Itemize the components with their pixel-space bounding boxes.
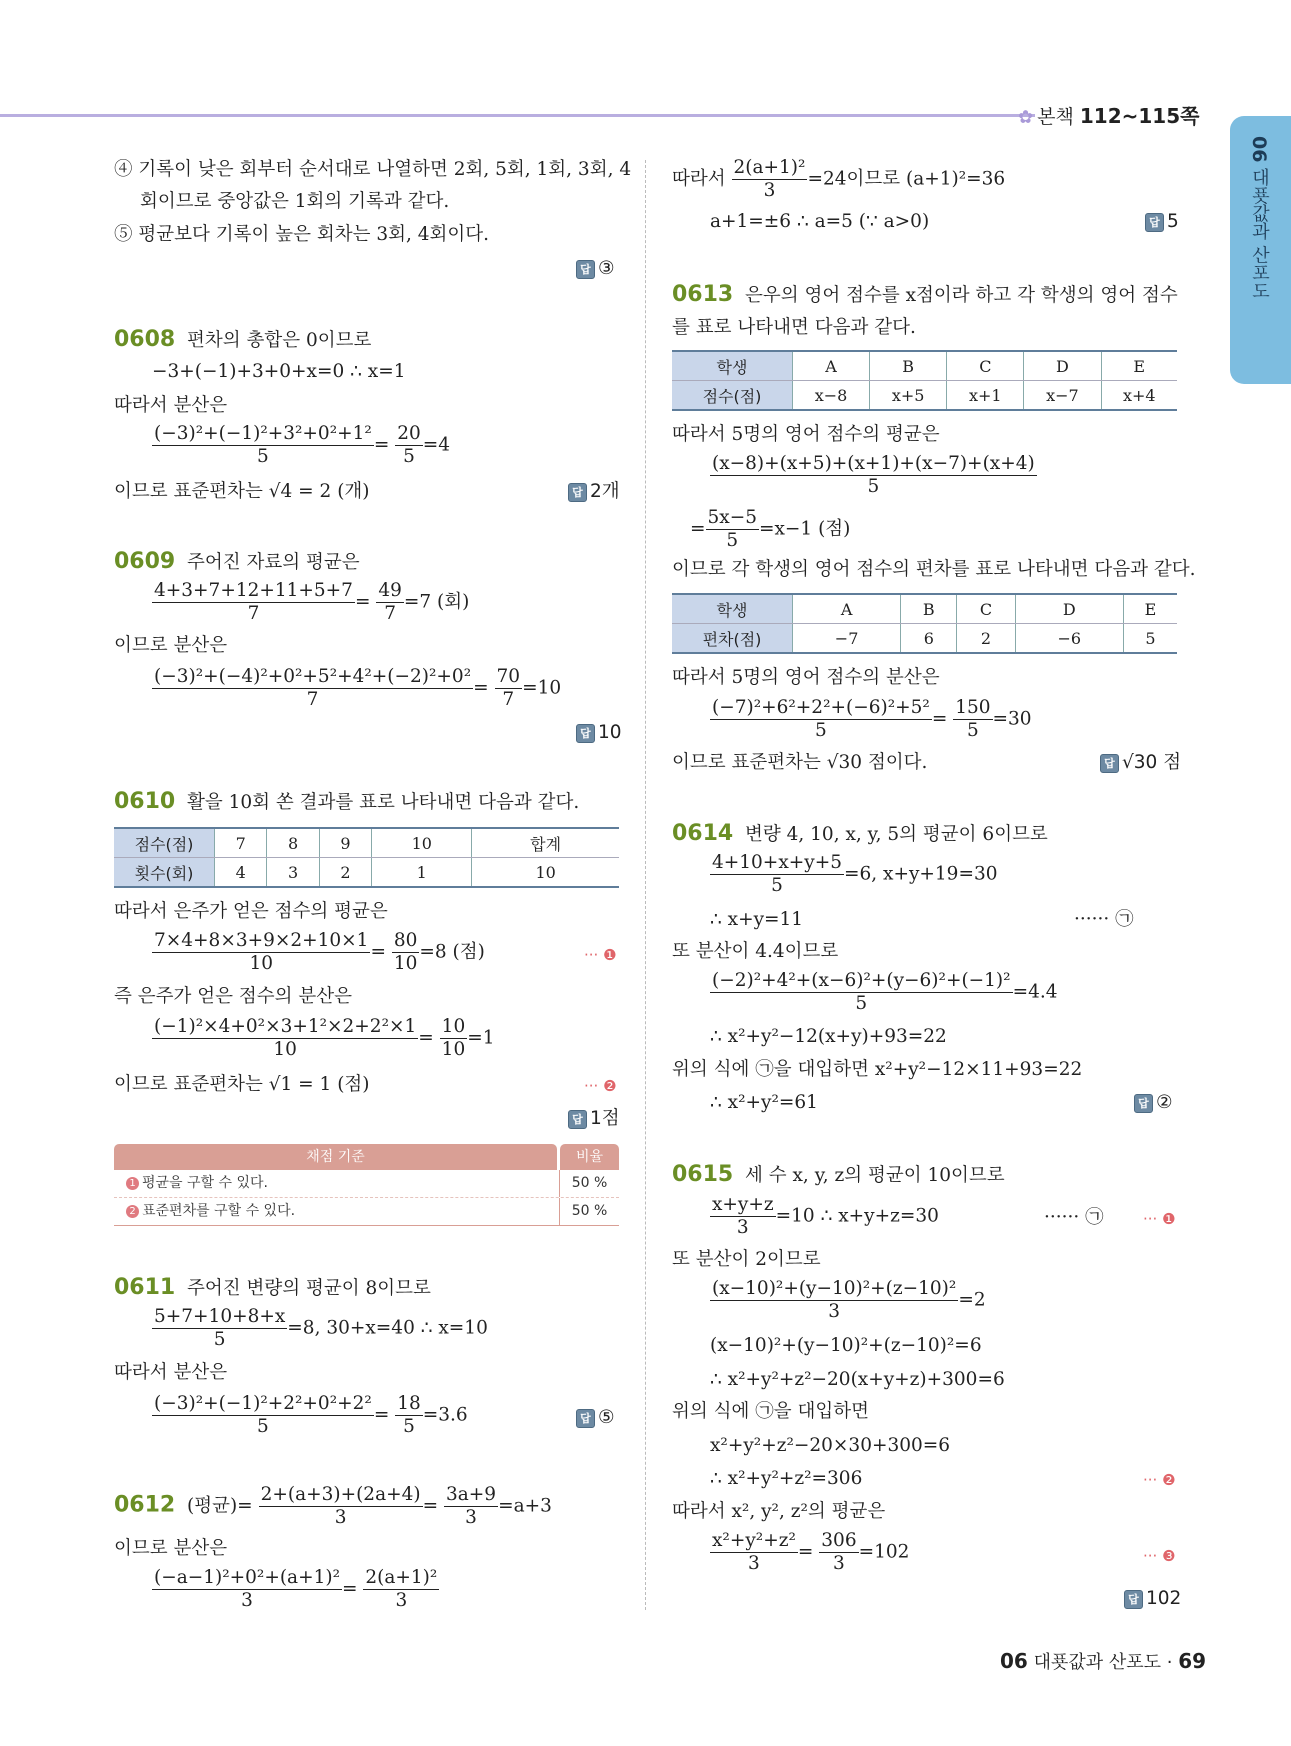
fraction: $\frac{80}{10}$ — [393, 930, 418, 974]
fraction: $\frac{\text{(−1)²×4+0²×3+1²×2+2²×1}}{10}$ — [154, 1016, 417, 1060]
table-cell: 3 — [267, 858, 319, 888]
q0607-line4: ④ 기록이 낮은 회부터 순서대로 나열하면 2회, 5회, 1회, 3회, 4 — [114, 159, 632, 180]
q0608-answer — [568, 480, 620, 504]
step-marker-1: ··· ❶ — [584, 946, 617, 964]
table-cell: 10 — [472, 858, 619, 888]
q0614-mean-eq: $\frac{4+10+x+y+5}{5}$ =6, x+y+19=30 — [712, 852, 998, 896]
criteria-row — [114, 1170, 619, 1198]
q0612-cont: 따라서 $\frac{\text{2(a+1)²}}{3}$ =24이므로 (a+1)²=36 — [672, 157, 1006, 201]
table-cell: 10 — [372, 828, 472, 858]
table-row — [672, 594, 1177, 624]
q0612-heading: 0612 (평균)= $\frac{2+(a+3)+(2a+4)}{3}$ = $\frac{3a+9}{3}$ =a+3 — [114, 1484, 552, 1528]
table-cell: x+5 — [870, 381, 947, 411]
q0615-var-intro: 또 분산이 2이므로 — [672, 1249, 821, 1270]
q0614-eq2: ∴ x²+y²−12(x+y)+93=22 — [710, 1026, 947, 1047]
table-cell: 7 — [215, 828, 267, 858]
table-cell: 합계 — [472, 828, 619, 858]
q0613-var-eq: $\frac{\text{(−7)²+6²+2²+(−6)²+5²}}{5}$ = $\frac{150}{5}$ =30 — [712, 697, 1032, 741]
q0612-var-intro: 이므로 분산은 — [114, 1538, 228, 1559]
q0608-var-eq: $\frac{\text{(−3)²+(−1)²+3²+0²+1²}}{5}$ = $\frac{20}{5}$ =4 — [154, 423, 451, 467]
q0612-var-eq: $\frac{\text{(−a−1)²+0²+(a+1)²}}{3}$ = $\frac{\text{2(a+1)²}}{3}$ — [154, 1567, 438, 1611]
answer-text: ② — [1156, 1092, 1173, 1113]
q0611-mean-eq: $\frac{5+7+10+8+x}{5}$ =8, 30+x=40 ∴ x=10 — [154, 1306, 488, 1350]
criteria-ratio: 50 % — [571, 1175, 608, 1191]
q0613-var-intro: 따라서 5명의 영어 점수의 분산은 — [672, 667, 940, 688]
q0615-mean2-intro: 따라서 x², y², z²의 평균은 — [672, 1501, 886, 1522]
fraction: $\frac{10}{10}$ — [441, 1016, 466, 1060]
step-marker-1: ··· ❶ — [1143, 1210, 1176, 1228]
q0608-eq1: −3+(−1)+3+0+x=0 ∴ x=1 — [152, 361, 406, 382]
table-cell: 5 — [1123, 624, 1177, 654]
question-intro: 변량 4, 10, x, y, 5의 평균이 6이므로 — [745, 824, 1048, 845]
table-cell: A — [793, 594, 901, 624]
answer-text: 102 — [1146, 1588, 1182, 1609]
q0613-score-table — [672, 350, 1177, 411]
question-number: 0611 — [114, 1275, 176, 1300]
q0615-mean-eq: $\frac{x+y+z}{3}$ =10 ∴ x+y+z=30 — [712, 1194, 939, 1238]
side-tab-num: 06 — [1248, 136, 1270, 163]
header-rule — [0, 114, 1035, 117]
q0615-mean2-eq: $\frac{\text{x²+y²+z²}}{3}$ = $\frac{306}{3}$ =102 — [712, 1530, 910, 1574]
fraction: $\frac{\text{(−a−1)²+0²+(a+1)²}}{3}$ — [154, 1567, 340, 1611]
step-1-icon: 1 — [126, 1177, 139, 1190]
table-cell: 8 — [267, 828, 319, 858]
q0615-eq2: ∴ x²+y²+z²−20(x+y+z)+300=6 — [710, 1369, 1005, 1390]
fraction: $\frac{\text{(−7)²+6²+2²+(−6)²+5²}}{5}$ — [712, 697, 930, 741]
q0612-answer — [1145, 210, 1179, 234]
q0614-mark1: ······ ㉠ — [1074, 909, 1134, 930]
criteria-ratio-header: 비율 — [560, 1144, 619, 1170]
q0615-mark1: ······ ㉠ — [1044, 1207, 1104, 1228]
table-cell: D — [1024, 351, 1101, 381]
column-divider — [645, 160, 646, 1610]
flower-icon: ✿ — [1018, 107, 1034, 128]
table-cell: −7 — [793, 624, 901, 654]
q0614-var-eq: $\frac{\text{(−2)²+4²+(x−6)²+(y−6)²+(−1)²}}{5}$ =4.4 — [712, 970, 1058, 1014]
question-number: 0614 — [672, 821, 734, 846]
fraction: $\frac{3a+9}{3}$ — [445, 1484, 497, 1528]
table-cell: 1 — [372, 858, 472, 888]
question-intro: 편차의 총합은 0이므로 — [187, 330, 372, 351]
table-row — [114, 828, 619, 858]
answer-icon: 답 — [1124, 1590, 1143, 1609]
answer-icon: 답 — [576, 724, 595, 743]
criteria-text: 표준편차를 구할 수 있다. — [142, 1203, 296, 1219]
table-cell: x−7 — [1024, 381, 1101, 411]
q0609-var-eq: $\frac{\text{(−3)²+(−4)²+0²+5²+4²+(−2)²+0²}}{7}$ = $\frac{70}{7}$ =10 — [154, 666, 562, 710]
fraction: $\frac{2+(a+3)+(2a+4)}{3}$ — [260, 1484, 421, 1528]
question-intro: 주어진 자료의 평균은 — [187, 552, 360, 573]
table-cell: A — [793, 351, 870, 381]
table-row — [114, 858, 619, 888]
answer-icon: 답 — [576, 260, 595, 279]
answer-text: 10 — [598, 722, 622, 743]
question-number: 0608 — [114, 327, 176, 352]
table-cell: 2 — [319, 858, 371, 888]
table-cell: 9 — [319, 828, 371, 858]
q0613-mean-eq2: = $\frac{5x-5}{5}$ =x−1 (점) — [690, 507, 851, 551]
fraction: $\frac{49}{7}$ — [378, 580, 402, 624]
book-ref-label: 본책 — [1037, 106, 1074, 128]
q0613-heading — [672, 283, 1178, 308]
fraction: $\frac{x+y+z}{3}$ — [712, 1194, 774, 1238]
fraction: $\frac{20}{5}$ — [397, 423, 421, 467]
q0610-mean-intro: 따라서 은주가 얻은 점수의 평균은 — [114, 901, 388, 922]
q0613-mean-eq — [710, 453, 1037, 498]
answer-icon: 답 — [1100, 754, 1119, 773]
criteria-header-label: 채점 기준 — [114, 1144, 557, 1170]
q0614-var-intro: 또 분산이 4.4이므로 — [672, 941, 839, 962]
table-cell: 횟수(회) — [114, 858, 215, 888]
answer-text: 1점 — [590, 1108, 620, 1129]
fraction: $\frac{(x-8)+(x+5)+(x+1)+(x-7)+(x+4)}{5}$ — [712, 453, 1035, 497]
q0614-eq1: ∴ x+y=11 — [710, 909, 804, 930]
question-intro: 주어진 변량의 평균이 8이므로 — [187, 1278, 431, 1299]
footer-chapter: 06 — [1000, 1649, 1028, 1673]
question-intro: 세 수 x, y, z의 평균이 10이므로 — [745, 1165, 1005, 1186]
q0607-line5: ⑤ 평균보다 기록이 높은 회차는 3회, 4회이다. — [114, 224, 490, 245]
fraction: $\frac{4+10+x+y+5}{5}$ — [712, 852, 842, 896]
fraction: $\frac{\text{(−2)²+4²+(x−6)²+(y−6)²+(−1)²}}{5}$ — [712, 970, 1011, 1014]
q0609-var-intro: 이므로 분산은 — [114, 635, 228, 656]
question-number: 0613 — [672, 282, 734, 307]
step-2-icon: 2 — [126, 1205, 139, 1218]
table-cell: 6 — [901, 624, 957, 654]
q0614-eq3: ∴ x²+y²=61 — [710, 1092, 818, 1113]
q0610-var-eq: $\frac{\text{(−1)²×4+0²×3+1²×2+2²×1}}{10}$ = $\frac{10}{10}$ =1 — [154, 1016, 495, 1060]
q0611-heading — [114, 1276, 431, 1301]
q0613-mean-intro: 따라서 5명의 영어 점수의 평균은 — [672, 424, 940, 445]
fraction: $\frac{70}{7}$ — [496, 666, 521, 710]
table-cell: 4 — [215, 858, 267, 888]
table-cell: x+4 — [1101, 381, 1177, 411]
question-intro: 활을 10회 쏜 결과를 표로 나타내면 다음과 같다. — [187, 792, 580, 813]
q0615-eq3: x²+y²+z²−20×30+300=6 — [710, 1435, 951, 1456]
table-cell: x+1 — [947, 381, 1024, 411]
q0611-var-intro: 따라서 분산은 — [114, 1362, 228, 1383]
q0610-sd: 이므로 표준편차는 √1 = 1 (점) — [114, 1074, 370, 1095]
criteria-header — [114, 1144, 619, 1170]
question-number: 0609 — [114, 549, 176, 574]
q0613-answer — [1100, 751, 1181, 775]
answer-icon: 답 — [568, 483, 587, 502]
chapter-side-tab-text — [1246, 136, 1272, 300]
fraction: $\frac{150}{5}$ — [955, 697, 991, 741]
table-cell: 학생 — [672, 594, 793, 624]
q0614-heading — [672, 822, 1048, 847]
step-marker-2: ··· ❷ — [584, 1077, 617, 1095]
page-reference — [1018, 100, 1199, 129]
q0615-heading — [672, 1163, 1005, 1188]
table-cell: x−8 — [793, 381, 870, 411]
q0614-sub: 위의 식에 ㉠을 대입하면 x²+y²−12×11+93=22 — [672, 1059, 1083, 1080]
q0609-heading — [114, 550, 360, 575]
fraction: $\frac{\text{(−3)²+(−4)²+0²+5²+4²+(−2)²+0²}}{7}$ — [154, 666, 472, 710]
table-row — [672, 624, 1177, 654]
fraction: $\frac{4+3+7+12+11+5+7}{7}$ — [154, 580, 353, 624]
fraction: $\frac{\text{(x−10)²+(y−10)²+(z−10)²}}{3}$ — [712, 1278, 957, 1322]
q0615-answer — [1124, 1587, 1181, 1611]
table-cell: 2 — [957, 624, 1015, 654]
fraction: $\frac{18}{5}$ — [397, 1393, 421, 1437]
table-cell: B — [901, 594, 957, 624]
q0610-score-table — [114, 827, 619, 888]
criteria-text: 평균을 구할 수 있다. — [142, 1175, 268, 1191]
q0615-eq4: ∴ x²+y²+z²=306 — [710, 1468, 863, 1489]
answer-icon: 답 — [568, 1110, 587, 1129]
q0611-answer — [576, 1406, 615, 1430]
q0613-intro2: 를 표로 나타내면 다음과 같다. — [672, 317, 916, 338]
q0612-cont2: a+1=±6 ∴ a=5 (∵ a>0) — [710, 211, 930, 232]
q0607-line4b: 회이므로 중앙값은 1회의 기록과 같다. — [140, 191, 450, 212]
table-cell: 점수(점) — [114, 828, 215, 858]
q0609-answer — [576, 721, 622, 745]
step-marker-2: ··· ❷ — [1143, 1471, 1176, 1489]
question-number: 0615 — [672, 1162, 734, 1187]
q0608-sd: 이므로 표준편차는 √4 = 2 (개) — [114, 481, 370, 502]
fraction: $\frac{\text{2(a+1)²}}{3}$ — [733, 157, 806, 201]
book-ref-pages: 112~115쪽 — [1079, 104, 1200, 128]
fraction: $\frac{\text{2(a+1)²}}{3}$ — [365, 1567, 438, 1611]
question-number: 0610 — [114, 789, 176, 814]
answer-icon: 답 — [576, 1409, 595, 1428]
q0611-var-eq: $\frac{\text{(−3)²+(−1)²+2²+0²+2²}}{5}$ = $\frac{18}{5}$ =3.6 — [154, 1393, 468, 1437]
q0613-dev-intro: 이므로 각 학생의 영어 점수의 편차를 표로 나타내면 다음과 같다. — [672, 559, 1196, 580]
table-cell: E — [1123, 594, 1177, 624]
footer-title: 대푯값과 산포도 — [1033, 1652, 1162, 1673]
q0615-eq1: (x−10)²+(y−10)²+(z−10)²=6 — [710, 1335, 982, 1356]
table-row — [672, 351, 1177, 381]
q0610-mean-eq: $\frac{7\times 4+8\times 3+9\times 2+10\times 1}{10}$ = $\frac{80}{10}$ =8 (점) — [154, 930, 485, 974]
table-cell: D — [1015, 594, 1123, 624]
q0608-var-intro: 따라서 분산은 — [114, 395, 228, 416]
criteria-ratio: 50 % — [571, 1203, 608, 1219]
fraction: $\frac{5x-5}{5}$ — [707, 507, 757, 551]
grading-criteria-table — [114, 1144, 619, 1226]
q0608-heading — [114, 328, 371, 353]
q0615-var-eq: $\frac{\text{(x−10)²+(y−10)²+(z−10)²}}{3}$ =2 — [712, 1278, 986, 1322]
side-tab-title: 대푯값과 산포도 — [1249, 168, 1270, 300]
fraction: $\frac{5+7+10+8+x}{5}$ — [154, 1306, 286, 1350]
q0613-sd: 이므로 표준편차는 √30 점이다. — [672, 752, 928, 773]
q0610-var-intro: 즉 은주가 얻은 점수의 분산은 — [114, 986, 352, 1007]
fraction: $\frac{7\times 4+8\times 3+9\times 2+10\times 1}{10}$ — [154, 930, 369, 974]
step-marker-3: ··· ❸ — [1143, 1547, 1176, 1565]
answer-icon: 답 — [1145, 213, 1164, 232]
question-intro: 은우의 영어 점수를 x점이라 하고 각 학생의 영어 점수 — [745, 285, 1178, 306]
answer-text: ⑤ — [598, 1407, 615, 1428]
answer-icon: 답 — [1134, 1094, 1153, 1113]
q0614-answer — [1134, 1091, 1173, 1115]
fraction: $\frac{306}{3}$ — [821, 1530, 857, 1574]
table-cell: −6 — [1015, 624, 1123, 654]
q0613-deviation-table — [672, 593, 1177, 654]
fraction: $\frac{\text{(−3)²+(−1)²+2²+0²+2²}}{5}$ — [154, 1393, 372, 1437]
table-cell: 점수(점) — [672, 381, 793, 411]
q0610-heading — [114, 790, 579, 815]
fraction: $\frac{\text{x²+y²+z²}}{3}$ — [712, 1530, 796, 1574]
q0607-answer — [576, 257, 615, 281]
answer-text: ③ — [598, 258, 615, 279]
criteria-row — [114, 1198, 619, 1226]
answer-text: √30 점 — [1122, 752, 1182, 773]
answer-text: 5 — [1167, 211, 1179, 232]
table-cell: E — [1101, 351, 1177, 381]
table-cell: 편차(점) — [672, 624, 793, 654]
page-footer: 06 대푯값과 산포도 · 69 — [1000, 1649, 1207, 1673]
q0609-mean-eq: $\frac{4+3+7+12+11+5+7}{7}$ = $\frac{49}{7}$ =7 (회) — [154, 580, 470, 624]
table-row — [672, 381, 1177, 411]
q0615-sub: 위의 식에 ㉠을 대입하면 — [672, 1401, 869, 1422]
table-cell: C — [947, 351, 1024, 381]
q0610-answer — [568, 1107, 620, 1131]
fraction: $\frac{\text{(−3)²+(−1)²+3²+0²+1²}}{5}$ — [154, 423, 372, 467]
table-cell: C — [957, 594, 1015, 624]
question-number: 0612 — [114, 1492, 176, 1518]
answer-text: 2개 — [590, 481, 620, 502]
table-cell: B — [870, 351, 947, 381]
page-number: 69 — [1178, 1649, 1207, 1673]
table-cell: 학생 — [672, 351, 793, 381]
